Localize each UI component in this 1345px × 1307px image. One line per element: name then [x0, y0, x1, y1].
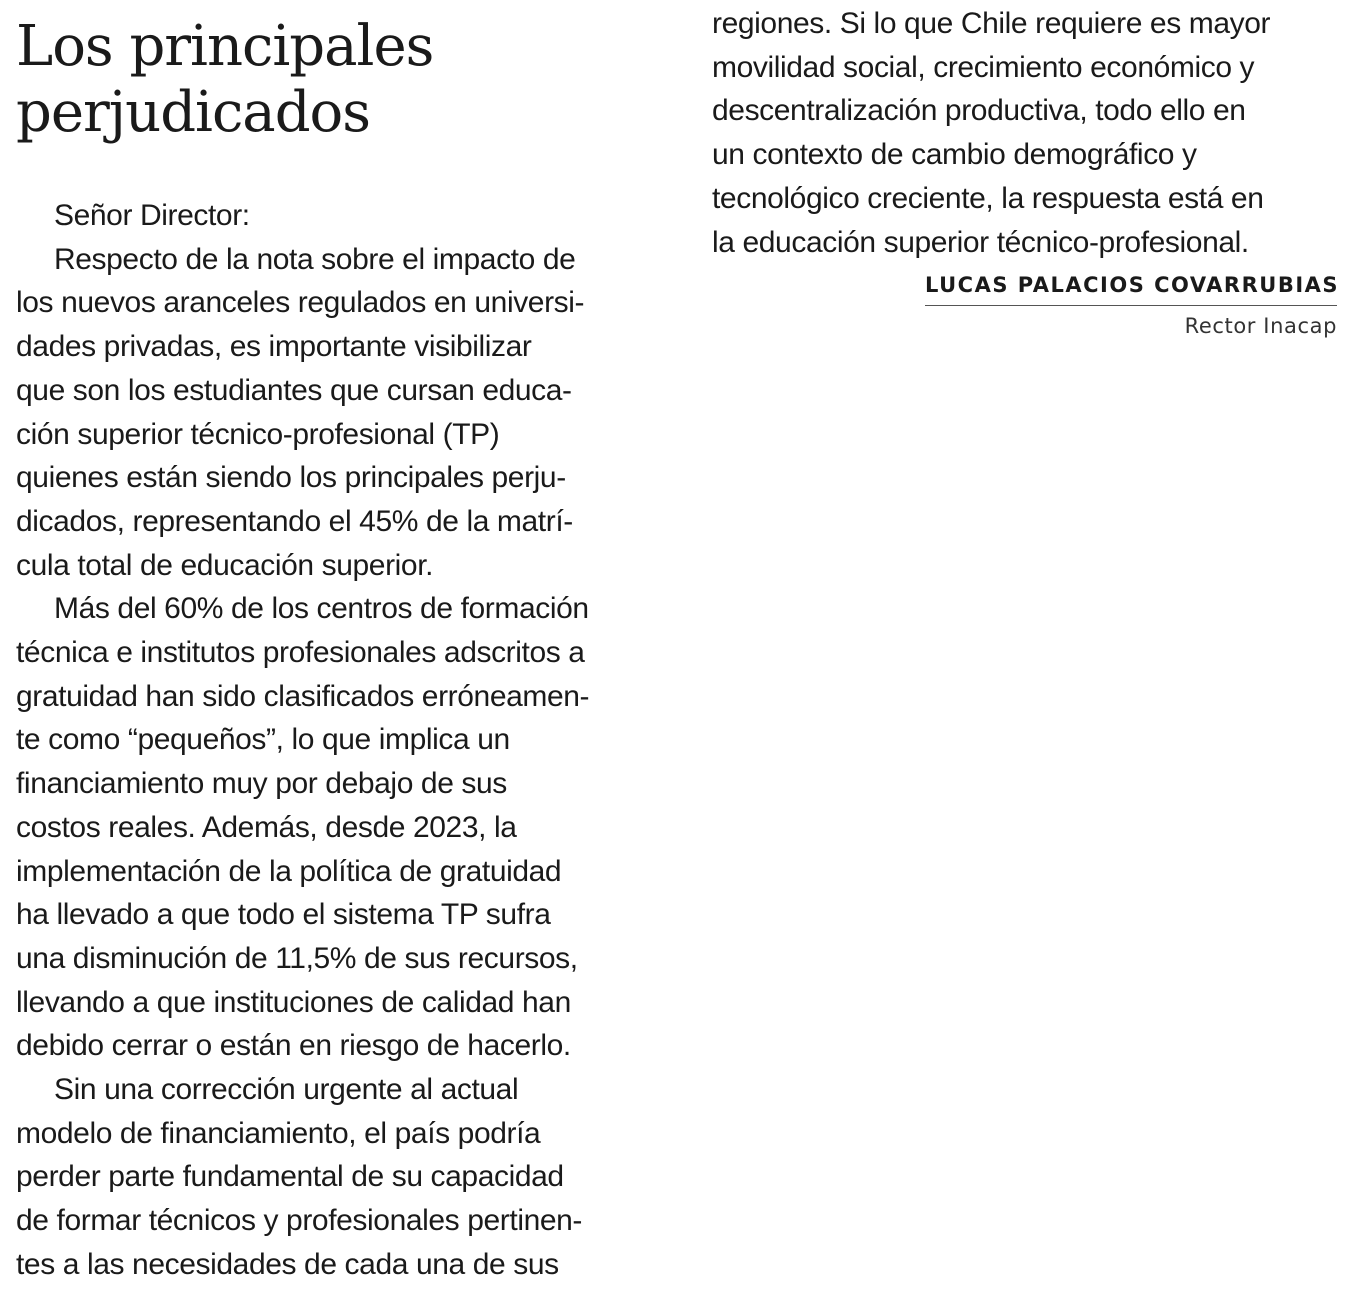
body-line: de formar técnicos y profesionales pertinen-: [16, 1204, 583, 1238]
body-line: Sin una corrección urgente al actual: [54, 1073, 519, 1107]
headline: [16, 14, 656, 146]
body-line: los nuevos aranceles regulados en universi-: [16, 286, 585, 320]
body-line: perder parte fundamental de su capacidad: [16, 1160, 564, 1194]
body-line: un contexto de cambio demográfico y: [712, 138, 1197, 172]
body-line: regiones. Si lo que Chile requiere es mayor: [712, 7, 1271, 40]
body-line: la educación superior técnico-profesional.: [712, 225, 1249, 259]
author-name: LUCAS PALACIOS COVARRUBIAS: [925, 268, 1337, 306]
body-line: gratuidad han sido clasificados erróneamen-: [16, 679, 590, 713]
body-line: llevando a que instituciones de calidad han: [16, 985, 571, 1019]
letter-body-left-column: [16, 194, 656, 1287]
body-line: Respecto de la nota sobre el impacto de: [54, 242, 576, 276]
body-line: una disminución de 11,5% de sus recursos,: [16, 941, 578, 975]
body-line: dicados, representando el 45% de la matrí-: [16, 504, 573, 538]
salutation: Señor Director:: [54, 199, 250, 232]
body-line: ción superior técnico-profesional (TP): [16, 417, 500, 451]
body-line: cula total de educación superior.: [16, 548, 434, 582]
body-line: movilidad social, crecimiento económico y: [712, 50, 1255, 84]
letter-body-right-column: [712, 2, 1332, 264]
headline-line-1: Los principales: [16, 14, 434, 79]
body-line: dades privadas, es importante visibilizar: [16, 330, 532, 364]
body-line: Más del 60% de los centros de formación: [54, 592, 589, 626]
body-line: financiamiento muy por debajo de sus: [16, 767, 507, 801]
body-line: quienes están siendo los principales perju-: [16, 461, 566, 495]
body-line: técnica e institutos profesionales adscritos a: [16, 636, 585, 670]
body-line: costos reales. Además, desde 2023, la: [16, 810, 517, 844]
body-line: debido cerrar o están en riesgo de hacerlo.: [16, 1029, 571, 1063]
author-title: Rector Inacap: [1184, 314, 1337, 338]
signature-block: [925, 268, 1340, 346]
body-line: implementación de la política de gratuidad: [16, 854, 562, 888]
body-line: tes a las necesidades de cada una de sus: [16, 1247, 559, 1281]
body-line: te como “pequeños”, lo que implica un: [16, 723, 510, 757]
body-line: modelo de financiamiento, el país podría: [16, 1116, 541, 1150]
headline-line-2: perjudicados: [16, 80, 370, 145]
body-line: descentralización productiva, todo ello en: [712, 94, 1246, 128]
body-line: ha llevado a que todo el sistema TP sufra: [16, 898, 551, 932]
body-line: que son los estudiantes que cursan educa-: [16, 373, 572, 407]
body-line: tecnológico creciente, la respuesta está en: [712, 181, 1264, 215]
